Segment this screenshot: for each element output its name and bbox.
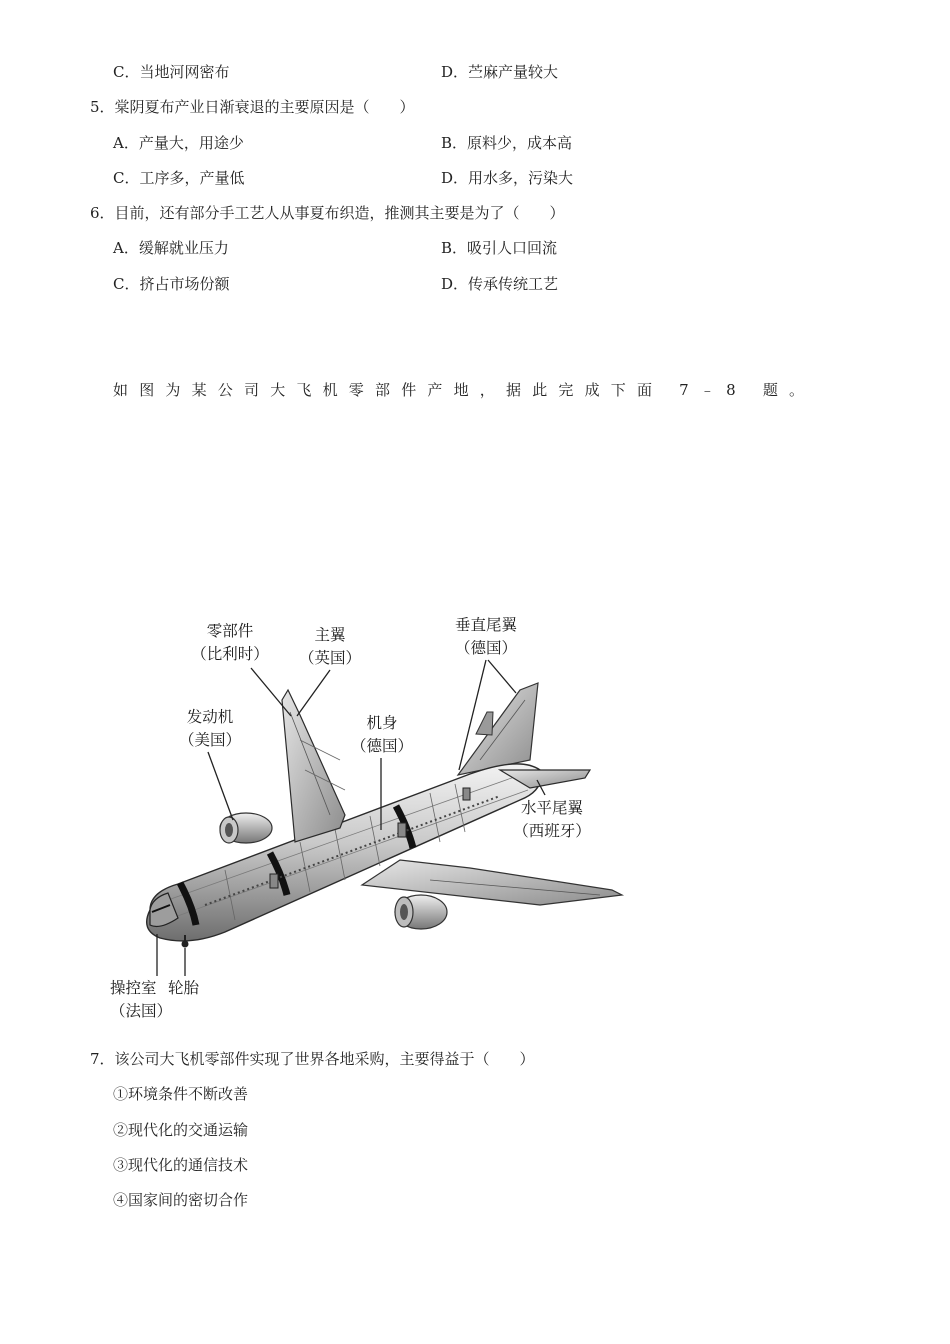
q5-option-c: C．工序多，产量低 bbox=[113, 169, 245, 187]
label-fuselage bbox=[342, 712, 422, 758]
q4-option-c: C．当地河网密布 bbox=[113, 63, 230, 81]
label-horizontal-tail-country: （西班牙） bbox=[513, 822, 591, 840]
main-wing bbox=[282, 690, 345, 842]
label-vertical-tail-name: 垂直尾翼 bbox=[454, 616, 517, 634]
q6-option-d: D．传承传统工艺 bbox=[441, 275, 559, 293]
q6-option-c: C．挤占市场份额 bbox=[113, 275, 230, 293]
q6-option-b: B．吸引人口回流 bbox=[441, 239, 558, 257]
label-fuselage-name: 机身 bbox=[366, 714, 398, 732]
q7-stem: 7．该公司大飞机零部件实现了世界各地采购，主要得益于（ ） bbox=[90, 1050, 535, 1068]
label-horizontal-tail bbox=[502, 797, 602, 843]
label-cockpit bbox=[110, 977, 173, 1023]
label-engine-name: 发动机 bbox=[186, 708, 234, 726]
label-tire-name: 轮胎 bbox=[168, 979, 200, 997]
label-engine bbox=[170, 706, 250, 752]
left-engine bbox=[220, 813, 272, 843]
label-horizontal-tail-name: 水平尾翼 bbox=[520, 799, 583, 817]
label-fuselage-country: （德国） bbox=[350, 737, 413, 755]
label-main-wing-name: 主翼 bbox=[314, 626, 346, 644]
label-parts-country: （比利时） bbox=[191, 645, 269, 663]
right-engine bbox=[395, 895, 447, 929]
label-vertical-tail bbox=[436, 614, 536, 660]
q4-option-d: D．苎麻产量较大 bbox=[441, 63, 559, 81]
q7-item-2: ②现代化的交通运输 bbox=[113, 1121, 249, 1139]
q5-option-a: A．产量大，用途少 bbox=[113, 134, 244, 152]
fuselage bbox=[147, 764, 541, 941]
label-vertical-tail-country: （德国） bbox=[454, 639, 517, 657]
q7-item-1: ①环境条件不断改善 bbox=[113, 1085, 249, 1103]
q5-option-d: D．用水多，污染大 bbox=[441, 169, 574, 187]
label-main-wing-country: （英国） bbox=[298, 649, 361, 667]
section-intro: 如图为某公司大飞机零部件产地，据此完成下面 7﹣8 题。 bbox=[113, 381, 816, 399]
label-cockpit-name: 操控室 bbox=[110, 979, 157, 997]
label-cockpit-country: （法国） bbox=[110, 1002, 173, 1020]
label-tire bbox=[168, 977, 208, 1000]
q7-item-3: ③现代化的通信技术 bbox=[113, 1156, 249, 1174]
q7-item-4: ④国家间的密切合作 bbox=[113, 1191, 249, 1209]
q5-stem: 5．棠阴夏布产业日渐衰退的主要原因是（ ） bbox=[90, 98, 415, 116]
q6-option-a: A．缓解就业压力 bbox=[113, 239, 229, 257]
label-parts-name: 零部件 bbox=[206, 622, 254, 640]
q5-option-b: B．原料少，成本高 bbox=[441, 134, 573, 152]
label-parts bbox=[170, 620, 290, 666]
q6-stem: 6．目前，还有部分手工艺人从事夏布织造，推测其主要是为了（ ） bbox=[90, 204, 565, 222]
vertical-tail bbox=[458, 683, 538, 775]
label-main-wing bbox=[290, 624, 370, 670]
label-engine-country: （美国） bbox=[178, 731, 241, 749]
